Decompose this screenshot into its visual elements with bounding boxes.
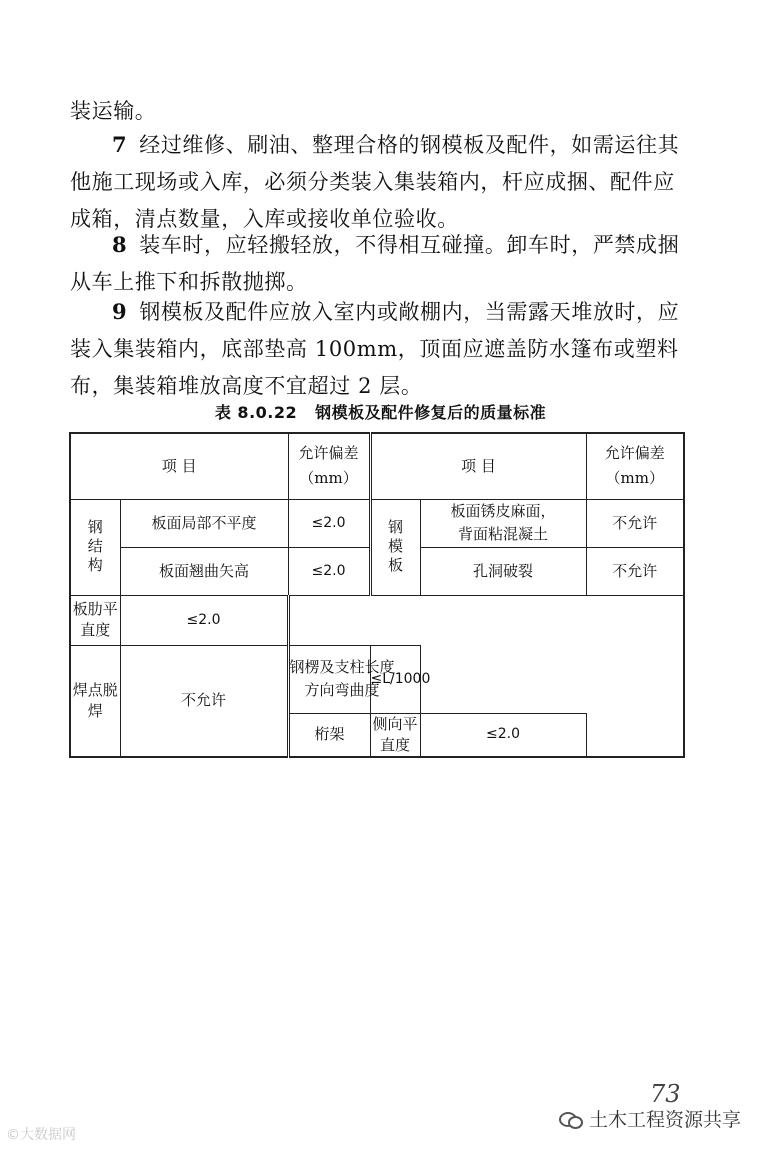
left-item: 板肋平直度	[70, 595, 120, 645]
table-row	[70, 595, 684, 645]
item-number: 7	[112, 132, 128, 157]
item-text: 经过维修、刷油、整理合格的钢模板及配件，如需运往其他施工现场或入库，必须分类装入集装箱内，杆应成捆、配件应成箱，清点数量，入库或接收单位验收。	[70, 133, 680, 231]
right-tolerance: 不允许	[586, 499, 684, 547]
table-row	[70, 645, 684, 713]
table-row	[70, 499, 684, 547]
wechat-icon	[559, 1110, 581, 1128]
right-tolerance: 不允许	[586, 547, 684, 595]
paragraph-item-9	[70, 293, 690, 405]
header-item-right: 项 目	[370, 433, 586, 499]
right-tolerance: ≤L/1000	[370, 645, 420, 713]
page-number: 73	[650, 1080, 681, 1108]
group-truss: 桁架	[288, 713, 370, 757]
right-item: 侧向平直度	[370, 713, 420, 757]
left-item: 板面翘曲矢高	[120, 547, 288, 595]
table-caption-title: 钢模板及配件修复后的质量标准	[315, 403, 547, 422]
item-number: 9	[112, 299, 128, 324]
header-tolerance-left: 允许偏差（mm）	[288, 433, 370, 499]
paragraph-continuation: 装运输。	[70, 99, 157, 123]
header-item-left: 项 目	[70, 433, 288, 499]
table-header-row	[70, 433, 684, 499]
group-steel-formwork: 钢模板	[370, 499, 420, 595]
left-tolerance: ≤2.0	[288, 499, 370, 547]
group-steel-structure: 钢结构	[70, 499, 120, 595]
watermark-right-text: 土木工程资源共享	[588, 1109, 741, 1131]
table-caption	[0, 400, 761, 423]
item-text: 钢模板及配件应放入室内或敞棚内，当需露天堆放时，应装入集装箱内，底部垫高 100mm，顶面应遮盖防水篷布或塑料布，集装箱堆放高度不宜超过 2 层。	[70, 300, 680, 398]
left-tolerance: ≤2.0	[120, 595, 288, 645]
paragraph-item-8	[70, 226, 690, 301]
paragraph-item-7	[70, 126, 690, 238]
right-item: 钢楞及支柱长度方向弯曲度	[288, 645, 370, 713]
watermark-left: ©大数据网	[6, 1127, 76, 1143]
item-number: 8	[112, 232, 128, 257]
watermark-right	[559, 1105, 741, 1132]
right-tolerance: ≤2.0	[420, 713, 586, 757]
item-text: 装车时，应轻搬轻放，不得相互碰撞。卸车时，严禁成捆从车上推下和拆散抛掷。	[70, 233, 680, 294]
table-caption-number: 表 8.0.22	[214, 403, 298, 422]
header-tolerance-right: 允许偏差（mm）	[586, 433, 684, 499]
quality-standard-table	[69, 432, 685, 758]
right-item: 板面锈皮麻面，背面粘混凝土	[420, 499, 586, 547]
left-item: 板面局部不平度	[120, 499, 288, 547]
right-item: 孔洞破裂	[420, 547, 586, 595]
left-tolerance: ≤2.0	[288, 547, 370, 595]
left-tolerance: 不允许	[120, 645, 288, 757]
left-item: 焊点脱焊	[70, 645, 120, 757]
